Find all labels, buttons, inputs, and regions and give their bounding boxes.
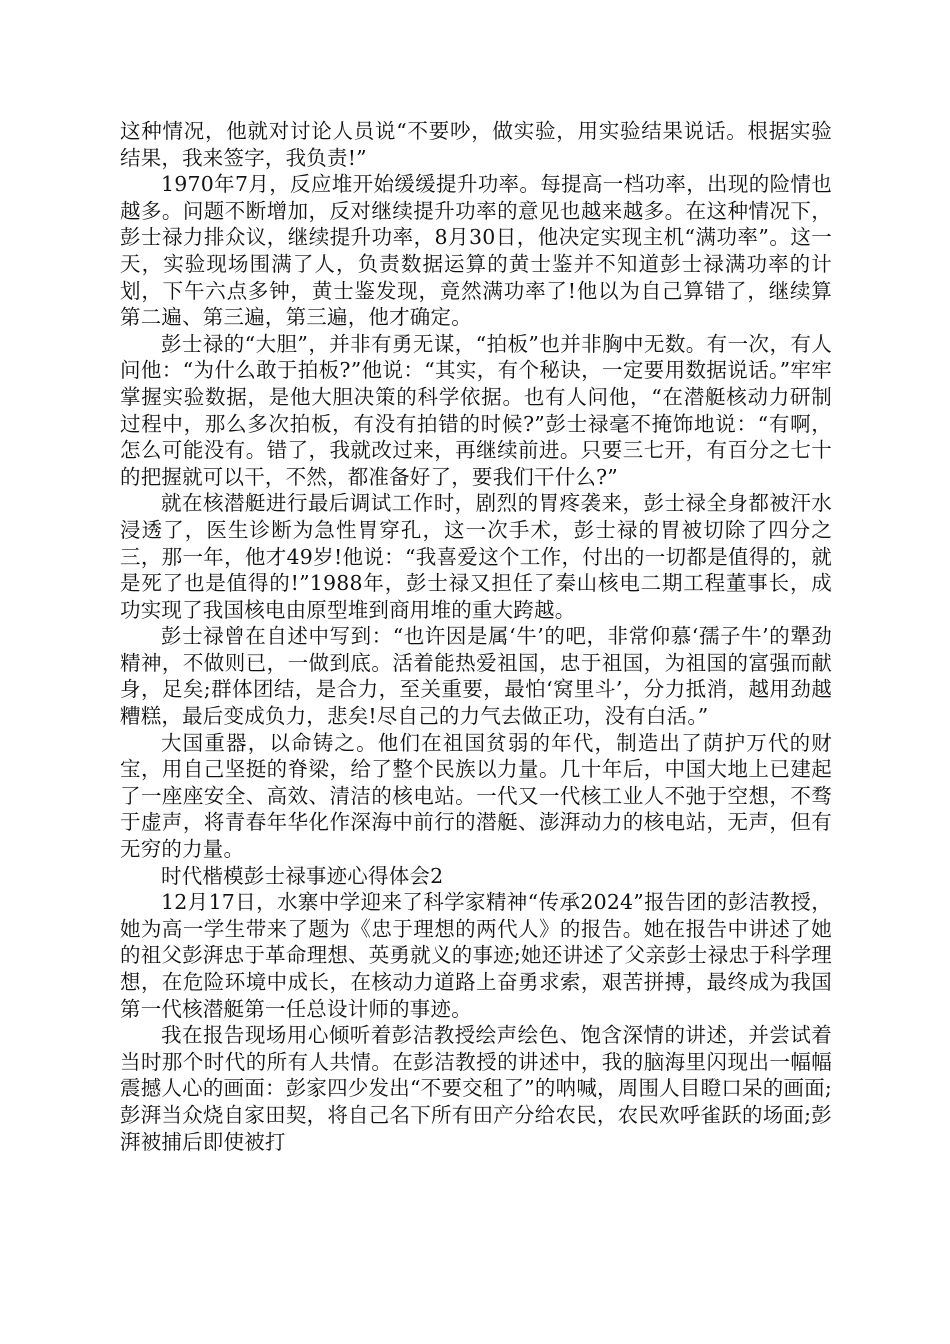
paragraph-report-reflection: 我在报告现场用心倾听着彭洁教授绘声绘色、饱含深情的讲述，并尝试着当时那个时代的所有人共情。在彭洁教授的讲述中，我的脑海里闪现出一幅幅震撼人心的画面：彭家四少发出“不要交租了”的呐喊，周围人目瞪口呆的画面;彭湃当众烧自家田契，将自己名下所有田产分给农民，农民欢呼雀跃的场面;彭湃被捕后即使被打 <box>120 1023 832 1154</box>
section-heading: 时代楷模彭士禄事迹心得体会2 <box>161 863 444 888</box>
paragraph-stomach-surgery: 就在核潜艇进行最后调试工作时，剧烈的胃疼袭来，彭士禄全身都被汗水浸透了，医生诊断为急性胃穿孔，这一次手术，彭士禄的胃被切除了四分之三，那一年，他才49岁!他说：“我喜爱这个工作，付出的一切都是值得的，就是死了也是值得的!”1988年，彭士禄又担任了秦山核电二期工程董事长，成功实现了我国核电由原型堆到商用堆的重大跨越。 <box>120 491 832 622</box>
paragraph-bold-decision: 彭士禄的“大胆”，并非有勇无谋，“拍板”也并非胸中无数。有一次，有人问他：“为什么敢于拍板?”他说：“其实，有个秘诀，一定要用数据说话。”牢牢掌握实验数据，是他大胆决策的科学依据。也有人问他，“在潜艇核动力研制过程中，那么多次拍板，有没有拍错的时候?”彭士禄毫不掩饰地说：“有啊，怎么可能没有。错了，我就改过来，再继续前进。只要三七开，有百分之七十的把握就可以干，不然，都准备好了，要我们干什么?” <box>120 331 832 489</box>
paragraph-continuation: 这种情况，他就对讨论人员说“不要吵，做实验，用实验结果说话。根据实验结果，我来签字，我负责!” <box>120 119 832 170</box>
paragraph-self-statement: 彭士禄曾在自述中写到：“也许因是属‘牛’的吧，非常仰慕‘孺子牛’的犟劲精神，不做则已，一做到底。活着能热爱祖国，忠于祖国，为祖国的富强而献身，足矣;群体团结，是合力，至关重要，最怕‘窝里斗’，分力抵消，越用劲越糟糕，最后变成负力，悲矣!尽自己的力气去做正功，没有白活。” <box>120 624 832 729</box>
paragraph-report-intro: 12月17日，水寨中学迎来了科学家精神“传承2024”报告团的彭洁教授，她为高一学生带来了题为《忠于理想的两代人》的报告。她在报告中讲述了她的祖父彭湃忠于革命理想、英勇就义的事迹;她还讲述了父亲彭士禄忠于科学理想，在危险环境中成长，在核动力道路上奋勇求索，艰苦拼搏，最终成为我国第一代核潜艇第一任总设计师的事迹。 <box>120 890 832 1021</box>
document-body <box>120 118 832 1155</box>
paragraph-national-treasure: 大国重器，以命铸之。他们在祖国贫弱的年代，制造出了荫护万代的财宝，用自己坚挺的脊梁，给了整个民族以力量。几十年后，中国大地上已建起了一座座安全、高效、清洁的核电站。一代又一代核工业人不弛于空想，不骛于虚声，将青春年华化作深海中前行的潜艇、澎湃动力的核电站，无声，但有无穷的力量。 <box>120 730 832 862</box>
paragraph-full-power: 1970年7月，反应堆开始缓缓提升功率。每提高一档功率，出现的险情也越多。问题不断增加，反对继续提升功率的意见也越来越多。在这种情况下，彭士禄力排众议，继续提升功率，8月30日，他决定实现主机“满功率”。这一天，实验现场围满了人，负责数据运算的黄士鉴并不知道彭士禄满功率的计划，下午六点多钟，黄士鉴发现，竟然满功率了!他以为自己算错了，继续算第二遍、第三遍，第三遍，他才确定。 <box>120 172 832 330</box>
